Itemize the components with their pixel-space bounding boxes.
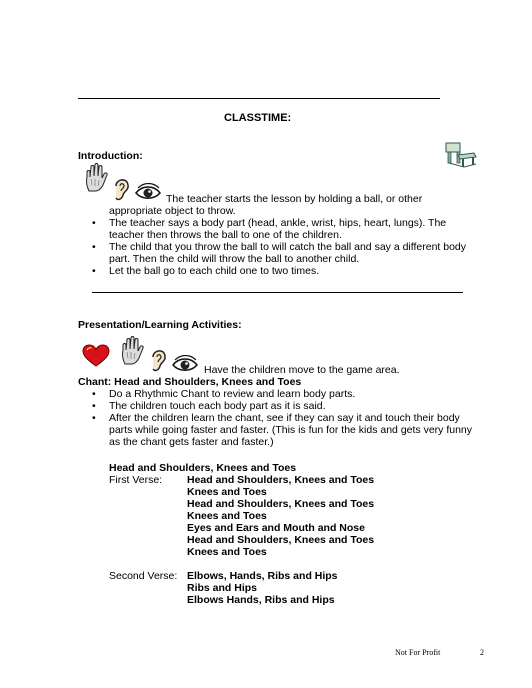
- eye-icon: [134, 183, 162, 201]
- top-divider: [78, 98, 440, 99]
- verse-line: Knees and Toes: [187, 486, 267, 498]
- song-title: Head and Shoulders, Knees and Toes: [109, 462, 297, 474]
- verse-line: Knees and Toes: [187, 510, 267, 522]
- list-item: • The children touch each body part as it is said.: [92, 400, 476, 412]
- hand-icon: [84, 163, 108, 193]
- heart-icon: [82, 344, 110, 368]
- list-item: • The teacher says a body part (head, ankle, wrist, hips, heart, lungs). The teacher then throws the ball to one of the children.: [92, 217, 472, 241]
- list-item: • After the children learn the chant, see if they can say it and touch their body parts while going faster and faster. (This is fun for the kids and gets very funny as the chant gets faster and faster.): [92, 412, 476, 448]
- verse-line: Elbows Hands, Ribs and Hips: [187, 594, 335, 606]
- introduction-lead-continued: appropriate object to throw.: [109, 205, 236, 217]
- presentation-bullets: [92, 388, 476, 448]
- hand-icon: [120, 336, 144, 366]
- ear-icon: [148, 347, 168, 373]
- verse-line: Eyes and Ears and Mouth and Nose: [187, 522, 365, 534]
- list-item: • Let the ball go to each child one to two times.: [92, 265, 472, 277]
- second-verse-label: Second Verse:: [109, 570, 178, 582]
- verse-line: Elbows, Hands, Ribs and Hips: [187, 570, 338, 582]
- chant-heading: Chant: Head and Shoulders, Knees and Toes: [78, 376, 302, 388]
- middle-divider: [92, 292, 463, 293]
- list-item: • The child that you throw the ball to will catch the ball and say a different body part. Then the child will throw the ball to another child.: [92, 241, 472, 265]
- page-title: CLASSTIME:: [224, 112, 292, 124]
- list-item: • Do a Rhythmic Chant to review and learn body parts.: [92, 388, 476, 400]
- ear-icon: [111, 176, 131, 202]
- verse-line: Knees and Toes: [187, 546, 267, 558]
- verse-line: Head and Shoulders, Knees and Toes: [187, 474, 375, 486]
- introduction-lead: The teacher starts the lesson by holding a ball, or other: [166, 193, 423, 205]
- page-number: 2: [480, 648, 484, 657]
- footer-note: Not For Profit: [395, 648, 441, 657]
- first-verse-label: First Verse:: [109, 474, 163, 486]
- introduction-heading: Introduction:: [78, 150, 143, 162]
- eye-icon: [171, 355, 199, 373]
- verse-line: Head and Shoulders, Knees and Toes: [187, 498, 375, 510]
- presentation-lead: Have the children move to the game area.: [204, 364, 400, 376]
- verse-line: Ribs and Hips: [187, 582, 258, 594]
- classroom-desk-icon: [444, 141, 478, 169]
- introduction-bullets: [92, 217, 472, 277]
- presentation-heading: Presentation/Learning Activities:: [78, 319, 242, 331]
- verse-line: Head and Shoulders, Knees and Toes: [187, 534, 375, 546]
